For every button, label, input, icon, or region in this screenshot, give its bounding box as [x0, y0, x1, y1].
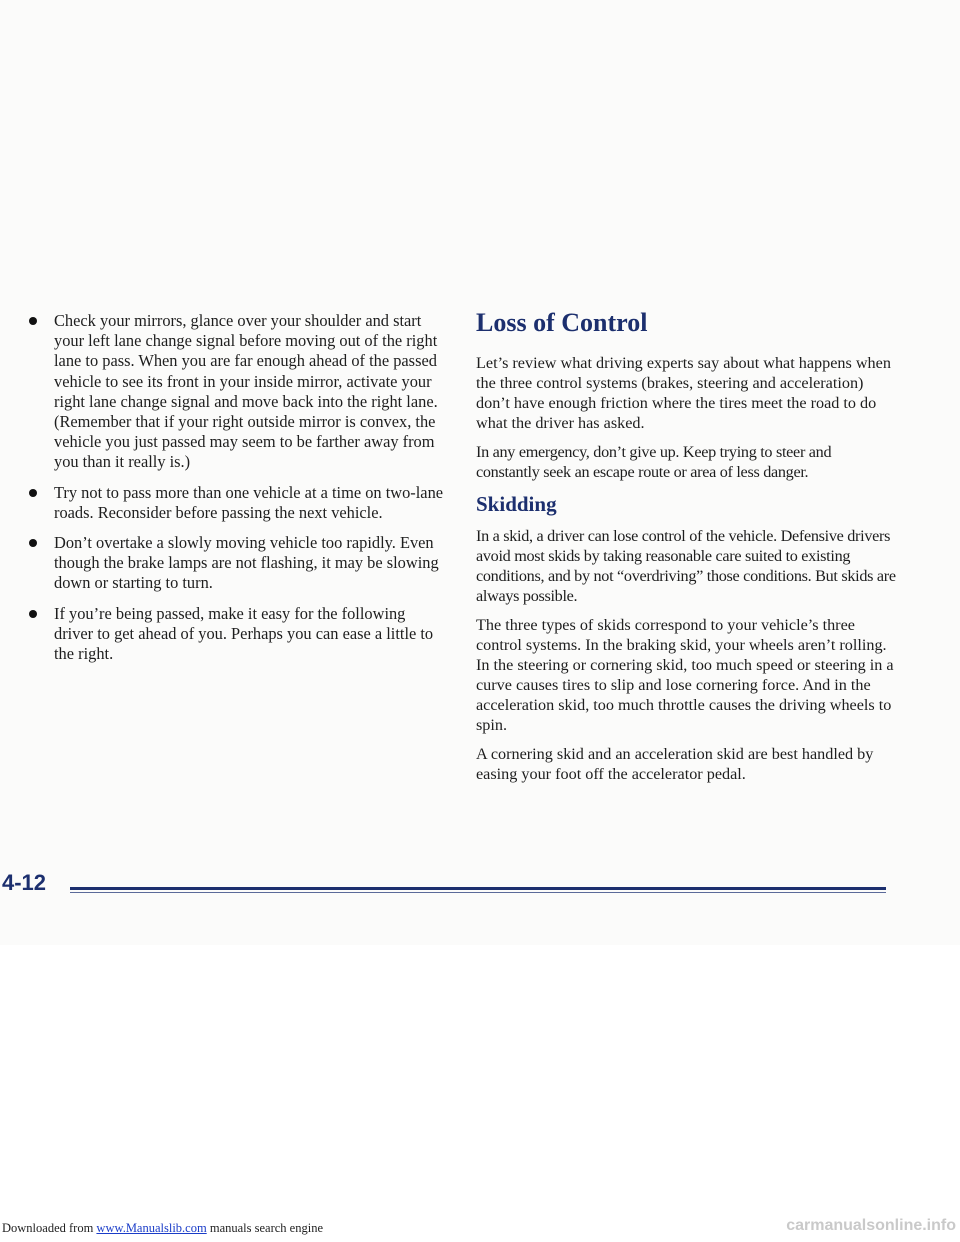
section-heading: Loss of Control	[476, 308, 648, 337]
manualslib-link[interactable]: www.Manualslib.com	[96, 1221, 207, 1235]
skid-paragraph-3: A cornering skid and an acceleration skid are best handled by easing your foot off the accelerator pedal.	[476, 745, 874, 783]
bullet-item-mirrors	[28, 311, 448, 473]
bullet-item-being-passed	[28, 604, 448, 665]
skid-paragraph-1: In a skid, a driver can lose control of the vehicle. Defensive drivers avoid most skids by taking reasonable care suited to existing conditions, and by not “overdriving” those conditions. But skids are always possible.	[476, 527, 896, 605]
bullet-text: Check your mirrors, glance over your shoulder and start your left lane change signal before moving out of the right lane to pass. When you are far enough ahead of the passed vehicle to see its front in your inside mirror, activate your right lane change signal and move back into the right lane. (Remember that if your right outside mirror is convex, the vehicle you just passed may seem to be farther away from you than it really is.)	[54, 311, 438, 472]
footer-rule	[70, 887, 886, 890]
right-column	[476, 307, 896, 793]
bullet-text: If you’re being passed, make it easy for the following driver to get ahead of you. Perhaps you can ease a little to the right.	[54, 603, 434, 664]
bullet-text: Try not to pass more than one vehicle at a time on two-lane roads. Reconsider before passing the next vehicle.	[54, 482, 444, 522]
bullet-item-overtake	[28, 533, 448, 594]
download-prefix: Downloaded from	[2, 1221, 97, 1235]
skid-paragraph-2: The three types of skids correspond to your vehicle’s three control systems. In the braking skid, your wheels aren’t rolling. In the steering or cornering skid, too much speed or steering in a curve causes tires to slip and lose cornering force. And in the acceleration skid, too much throttle causes the driving wheels to spin.	[476, 616, 894, 734]
footer-rule-thin	[70, 892, 886, 893]
intro-paragraph-1: Let’s review what driving experts say about what happens when the three control systems (brakes, steering and acceleration) don’t have enough friction where the tires meet the road to do what the driver has asked.	[476, 354, 891, 432]
bullet-item-one-vehicle	[28, 483, 448, 523]
left-column	[28, 311, 448, 674]
bullet-icon	[29, 610, 37, 618]
bullet-text: Don’t overtake a slowly moving vehicle too rapidly. Even though the brake lamps are not flashing, it may be slowing down or starting to turn.	[54, 533, 439, 593]
intro-paragraph-2: In any emergency, don’t give up. Keep trying to steer and constantly seek an escape route or area of less danger.	[476, 443, 832, 481]
download-suffix: manuals search engine	[206, 1221, 323, 1235]
subsection-heading: Skidding	[476, 492, 557, 516]
bullet-icon	[29, 317, 37, 325]
bullet-icon	[29, 539, 37, 547]
watermark-text: carmanualsonline.info	[786, 1217, 956, 1234]
download-source	[2, 1221, 323, 1236]
page-number: 4-12	[2, 870, 47, 895]
bullet-icon	[29, 489, 37, 497]
